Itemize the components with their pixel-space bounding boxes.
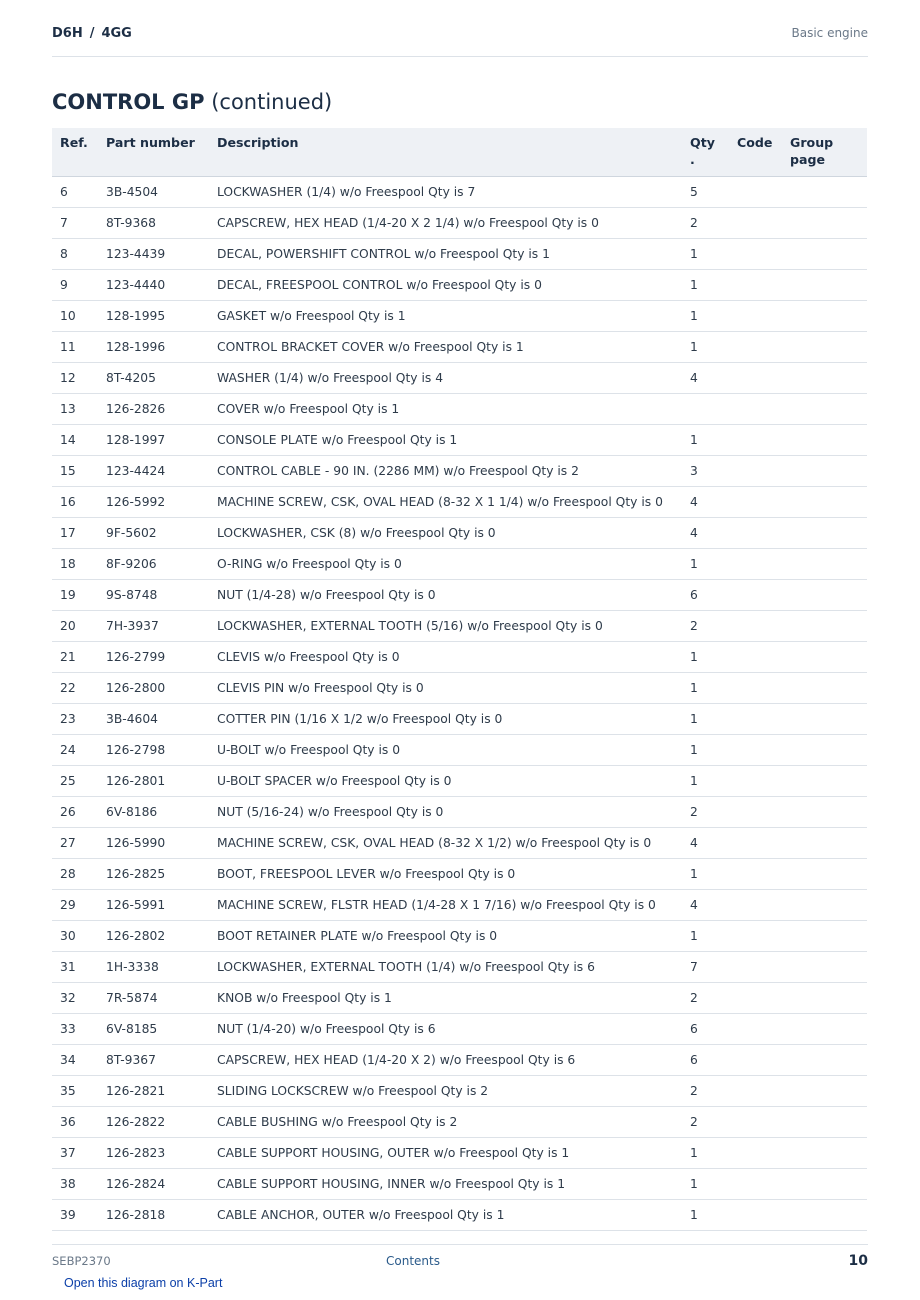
part-number-cell: 123-4440 (98, 270, 209, 301)
table-row (52, 890, 867, 921)
group-page-cell (782, 704, 867, 735)
qty-cell: 4 (682, 518, 729, 549)
description-cell: CAPSCREW, HEX HEAD (1/4-20 X 2) w/o Freespool Qty is 6 (209, 1045, 682, 1076)
page-title (52, 90, 332, 114)
code-cell (729, 611, 782, 642)
group-page-cell (782, 797, 867, 828)
table-row (52, 642, 867, 673)
col-header-description: Description (209, 128, 682, 177)
part-number-cell: 126-5992 (98, 487, 209, 518)
title-main: CONTROL GP (52, 90, 205, 114)
qty-cell: 7 (682, 952, 729, 983)
ref-cell: 12 (52, 363, 98, 394)
code-cell (729, 921, 782, 952)
part-number-cell: 123-4424 (98, 456, 209, 487)
group-page-cell (782, 456, 867, 487)
ref-cell: 14 (52, 425, 98, 456)
qty-cell: 1 (682, 549, 729, 580)
table-row (52, 983, 867, 1014)
part-number-cell: 7H-3937 (98, 611, 209, 642)
page-footer (52, 1244, 868, 1267)
ref-cell: 18 (52, 549, 98, 580)
part-number-cell: 128-1997 (98, 425, 209, 456)
group-page-cell (782, 859, 867, 890)
part-number-cell: 3B-4504 (98, 177, 209, 208)
part-number-cell: 126-2801 (98, 766, 209, 797)
qty-cell: 2 (682, 1107, 729, 1138)
table-row (52, 1107, 867, 1138)
table-row (52, 363, 867, 394)
ref-cell: 10 (52, 301, 98, 332)
document-id: SEBP2370 (52, 1254, 111, 1268)
ref-cell: 6 (52, 177, 98, 208)
qty-cell: 6 (682, 580, 729, 611)
table-row (52, 735, 867, 766)
group-page-cell (782, 1045, 867, 1076)
table-row (52, 828, 867, 859)
ref-cell: 26 (52, 797, 98, 828)
table-row (52, 952, 867, 983)
table-row (52, 1014, 867, 1045)
code-cell (729, 983, 782, 1014)
ref-cell: 37 (52, 1138, 98, 1169)
description-cell: WASHER (1/4) w/o Freespool Qty is 4 (209, 363, 682, 394)
qty-cell: 1 (682, 1138, 729, 1169)
ref-cell: 15 (52, 456, 98, 487)
part-number-cell: 9S-8748 (98, 580, 209, 611)
qty-cell: 3 (682, 456, 729, 487)
part-number-cell: 128-1996 (98, 332, 209, 363)
parts-table (52, 128, 867, 1231)
qty-cell: 1 (682, 642, 729, 673)
code-cell (729, 270, 782, 301)
description-cell: LOCKWASHER, EXTERNAL TOOTH (5/16) w/o Freespool Qty is 0 (209, 611, 682, 642)
table-row (52, 921, 867, 952)
table-row (52, 611, 867, 642)
group-page-cell (782, 518, 867, 549)
col-header-code: Code (729, 128, 782, 177)
group-page-cell (782, 301, 867, 332)
group-page-cell (782, 1200, 867, 1231)
part-number-cell: 3B-4604 (98, 704, 209, 735)
ref-cell: 31 (52, 952, 98, 983)
arrangement-code: 4GG (101, 26, 132, 41)
qty-cell: 5 (682, 177, 729, 208)
parts-table-body (52, 177, 867, 1231)
code-cell (729, 1138, 782, 1169)
table-row (52, 1200, 867, 1231)
description-cell: DECAL, FREESPOOL CONTROL w/o Freespool Qty is 0 (209, 270, 682, 301)
table-row (52, 1138, 867, 1169)
description-cell: LOCKWASHER (1/4) w/o Freespool Qty is 7 (209, 177, 682, 208)
table-row (52, 456, 867, 487)
group-page-cell (782, 673, 867, 704)
part-number-cell: 6V-8185 (98, 1014, 209, 1045)
ref-cell: 19 (52, 580, 98, 611)
qty-cell: 1 (682, 1200, 729, 1231)
qty-cell: 1 (682, 1169, 729, 1200)
table-row (52, 797, 867, 828)
qty-cell: 1 (682, 425, 729, 456)
code-cell (729, 1169, 782, 1200)
description-cell: CONTROL BRACKET COVER w/o Freespool Qty is 1 (209, 332, 682, 363)
ref-cell: 20 (52, 611, 98, 642)
part-number-cell: 6V-8186 (98, 797, 209, 828)
part-number-cell: 126-2798 (98, 735, 209, 766)
code-cell (729, 177, 782, 208)
group-page-cell (782, 239, 867, 270)
part-number-cell: 126-2800 (98, 673, 209, 704)
table-row (52, 1076, 867, 1107)
description-cell: U-BOLT w/o Freespool Qty is 0 (209, 735, 682, 766)
ref-cell: 27 (52, 828, 98, 859)
model-code: D6H (52, 26, 83, 41)
code-cell (729, 425, 782, 456)
qty-cell: 4 (682, 363, 729, 394)
description-cell: GASKET w/o Freespool Qty is 1 (209, 301, 682, 332)
qty-cell: 6 (682, 1045, 729, 1076)
qty-cell: 1 (682, 859, 729, 890)
table-row (52, 239, 867, 270)
code-cell (729, 828, 782, 859)
group-page-cell (782, 828, 867, 859)
part-number-cell: 8F-9206 (98, 549, 209, 580)
table-row (52, 859, 867, 890)
part-number-cell: 126-2821 (98, 1076, 209, 1107)
group-page-cell (782, 642, 867, 673)
table-row (52, 580, 867, 611)
description-cell: CLEVIS PIN w/o Freespool Qty is 0 (209, 673, 682, 704)
qty-cell: 1 (682, 704, 729, 735)
qty-cell (682, 394, 729, 425)
ref-cell: 22 (52, 673, 98, 704)
qty-cell: 1 (682, 239, 729, 270)
description-cell: SLIDING LOCKSCREW w/o Freespool Qty is 2 (209, 1076, 682, 1107)
description-cell: NUT (1/4-28) w/o Freespool Qty is 0 (209, 580, 682, 611)
header-row (52, 128, 867, 177)
description-cell: CLEVIS w/o Freespool Qty is 0 (209, 642, 682, 673)
ref-cell: 29 (52, 890, 98, 921)
code-cell (729, 952, 782, 983)
description-cell: CABLE SUPPORT HOUSING, INNER w/o Freespool Qty is 1 (209, 1169, 682, 1200)
code-cell (729, 363, 782, 394)
ref-cell: 38 (52, 1169, 98, 1200)
qty-cell: 2 (682, 797, 729, 828)
ref-cell: 8 (52, 239, 98, 270)
part-number-cell: 126-5990 (98, 828, 209, 859)
group-page-cell (782, 921, 867, 952)
code-cell (729, 766, 782, 797)
code-cell (729, 1014, 782, 1045)
group-page-cell (782, 1169, 867, 1200)
description-cell: MACHINE SCREW, CSK, OVAL HEAD (8-32 X 1/2) w/o Freespool Qty is 0 (209, 828, 682, 859)
code-cell (729, 549, 782, 580)
qty-cell: 1 (682, 270, 729, 301)
ref-cell: 7 (52, 208, 98, 239)
part-number-cell: 9F-5602 (98, 518, 209, 549)
group-page-cell (782, 332, 867, 363)
description-cell: NUT (1/4-20) w/o Freespool Qty is 6 (209, 1014, 682, 1045)
col-header-group-page: Group page (782, 128, 867, 177)
code-cell (729, 487, 782, 518)
group-page-cell (782, 952, 867, 983)
qty-cell: 4 (682, 828, 729, 859)
title-suffix: (continued) (211, 90, 333, 114)
ref-cell: 32 (52, 983, 98, 1014)
table-row (52, 425, 867, 456)
ref-cell: 24 (52, 735, 98, 766)
section-label: Basic engine (791, 26, 868, 40)
table-row (52, 177, 867, 208)
description-cell: CONSOLE PLATE w/o Freespool Qty is 1 (209, 425, 682, 456)
code-cell (729, 301, 782, 332)
code-cell (729, 797, 782, 828)
description-cell: CONTROL CABLE - 90 IN. (2286 MM) w/o Freespool Qty is 2 (209, 456, 682, 487)
part-number-cell: 123-4439 (98, 239, 209, 270)
code-cell (729, 580, 782, 611)
part-number-cell: 7R-5874 (98, 983, 209, 1014)
qty-cell: 1 (682, 921, 729, 952)
part-number-cell: 8T-9368 (98, 208, 209, 239)
page-number: 10 (848, 1253, 868, 1269)
code-cell (729, 332, 782, 363)
description-cell: MACHINE SCREW, CSK, OVAL HEAD (8-32 X 1 1/4) w/o Freespool Qty is 0 (209, 487, 682, 518)
description-cell: BOOT, FREESPOOL LEVER w/o Freespool Qty is 0 (209, 859, 682, 890)
ref-cell: 39 (52, 1200, 98, 1231)
code-cell (729, 518, 782, 549)
qty-cell: 1 (682, 735, 729, 766)
description-cell: CABLE BUSHING w/o Freespool Qty is 2 (209, 1107, 682, 1138)
table-row (52, 487, 867, 518)
code-cell (729, 1076, 782, 1107)
description-cell: CAPSCREW, HEX HEAD (1/4-20 X 2 1/4) w/o Freespool Qty is 0 (209, 208, 682, 239)
group-page-cell (782, 1014, 867, 1045)
code-cell (729, 239, 782, 270)
qty-cell: 1 (682, 332, 729, 363)
table-row (52, 766, 867, 797)
code-cell (729, 704, 782, 735)
description-cell: O-RING w/o Freespool Qty is 0 (209, 549, 682, 580)
group-page-cell (782, 766, 867, 797)
description-cell: U-BOLT SPACER w/o Freespool Qty is 0 (209, 766, 682, 797)
table-row (52, 332, 867, 363)
description-cell: LOCKWASHER, EXTERNAL TOOTH (1/4) w/o Freespool Qty is 6 (209, 952, 682, 983)
contents-link[interactable]: Contents (386, 1254, 440, 1268)
ref-cell: 23 (52, 704, 98, 735)
ref-cell: 21 (52, 642, 98, 673)
description-cell: COTTER PIN (1/16 X 1/2 w/o Freespool Qty is 0 (209, 704, 682, 735)
table-row (52, 1045, 867, 1076)
group-page-cell (782, 890, 867, 921)
group-page-cell (782, 549, 867, 580)
group-page-cell (782, 983, 867, 1014)
part-number-cell: 126-2825 (98, 859, 209, 890)
description-cell: DECAL, POWERSHIFT CONTROL w/o Freespool Qty is 1 (209, 239, 682, 270)
group-page-cell (782, 1138, 867, 1169)
col-header-ref: Ref. (52, 128, 98, 177)
table-row (52, 1169, 867, 1200)
ref-cell: 17 (52, 518, 98, 549)
code-cell (729, 456, 782, 487)
description-cell: CABLE SUPPORT HOUSING, OUTER w/o Freespool Qty is 1 (209, 1138, 682, 1169)
model-separator: / (89, 26, 95, 41)
ref-cell: 28 (52, 859, 98, 890)
description-cell: BOOT RETAINER PLATE w/o Freespool Qty is 0 (209, 921, 682, 952)
table-row (52, 673, 867, 704)
part-number-cell: 126-5991 (98, 890, 209, 921)
group-page-cell (782, 177, 867, 208)
group-page-cell (782, 580, 867, 611)
table-row (52, 518, 867, 549)
code-cell (729, 1045, 782, 1076)
group-page-cell (782, 270, 867, 301)
ref-cell: 35 (52, 1076, 98, 1107)
description-cell: COVER w/o Freespool Qty is 1 (209, 394, 682, 425)
qty-cell: 4 (682, 487, 729, 518)
table-row (52, 301, 867, 332)
qty-cell: 2 (682, 208, 729, 239)
part-number-cell: 126-2802 (98, 921, 209, 952)
qty-cell: 4 (682, 890, 729, 921)
code-cell (729, 1107, 782, 1138)
qty-cell: 2 (682, 611, 729, 642)
part-number-cell: 128-1995 (98, 301, 209, 332)
part-number-cell: 126-2799 (98, 642, 209, 673)
ref-cell: 30 (52, 921, 98, 952)
description-cell: CABLE ANCHOR, OUTER w/o Freespool Qty is 1 (209, 1200, 682, 1231)
code-cell (729, 208, 782, 239)
group-page-cell (782, 1107, 867, 1138)
ref-cell: 25 (52, 766, 98, 797)
group-page-cell (782, 1076, 867, 1107)
code-cell (729, 735, 782, 766)
table-row (52, 208, 867, 239)
group-page-cell (782, 208, 867, 239)
col-header-qty: Qty . (682, 128, 729, 177)
parts-table-header (52, 128, 867, 177)
ref-cell: 16 (52, 487, 98, 518)
page-header (52, 26, 868, 57)
open-diagram-link[interactable]: Open this diagram on K-Part (64, 1276, 223, 1290)
part-number-cell: 126-2822 (98, 1107, 209, 1138)
qty-cell: 2 (682, 1076, 729, 1107)
table-row (52, 704, 867, 735)
part-number-cell: 8T-9367 (98, 1045, 209, 1076)
description-cell: MACHINE SCREW, FLSTR HEAD (1/4-28 X 1 7/16) w/o Freespool Qty is 0 (209, 890, 682, 921)
part-number-cell: 1H-3338 (98, 952, 209, 983)
ref-cell: 9 (52, 270, 98, 301)
table-row (52, 549, 867, 580)
code-cell (729, 859, 782, 890)
code-cell (729, 673, 782, 704)
col-header-part-number: Part number (98, 128, 209, 177)
qty-cell: 6 (682, 1014, 729, 1045)
qty-cell: 1 (682, 301, 729, 332)
qty-cell: 1 (682, 766, 729, 797)
part-number-cell: 126-2818 (98, 1200, 209, 1231)
code-cell (729, 642, 782, 673)
qty-cell: 2 (682, 983, 729, 1014)
ref-cell: 11 (52, 332, 98, 363)
table-row (52, 394, 867, 425)
part-number-cell: 126-2823 (98, 1138, 209, 1169)
code-cell (729, 394, 782, 425)
group-page-cell (782, 611, 867, 642)
group-page-cell (782, 394, 867, 425)
table-row (52, 270, 867, 301)
part-number-cell: 8T-4205 (98, 363, 209, 394)
group-page-cell (782, 487, 867, 518)
ref-cell: 34 (52, 1045, 98, 1076)
description-cell: KNOB w/o Freespool Qty is 1 (209, 983, 682, 1014)
part-number-cell: 126-2824 (98, 1169, 209, 1200)
ref-cell: 36 (52, 1107, 98, 1138)
ref-cell: 33 (52, 1014, 98, 1045)
description-cell: NUT (5/16-24) w/o Freespool Qty is 0 (209, 797, 682, 828)
part-number-cell: 126-2826 (98, 394, 209, 425)
group-page-cell (782, 425, 867, 456)
model-identifier (52, 26, 132, 41)
code-cell (729, 890, 782, 921)
code-cell (729, 1200, 782, 1231)
ref-cell: 13 (52, 394, 98, 425)
qty-cell: 1 (682, 673, 729, 704)
group-page-cell (782, 363, 867, 394)
group-page-cell (782, 735, 867, 766)
description-cell: LOCKWASHER, CSK (8) w/o Freespool Qty is 0 (209, 518, 682, 549)
